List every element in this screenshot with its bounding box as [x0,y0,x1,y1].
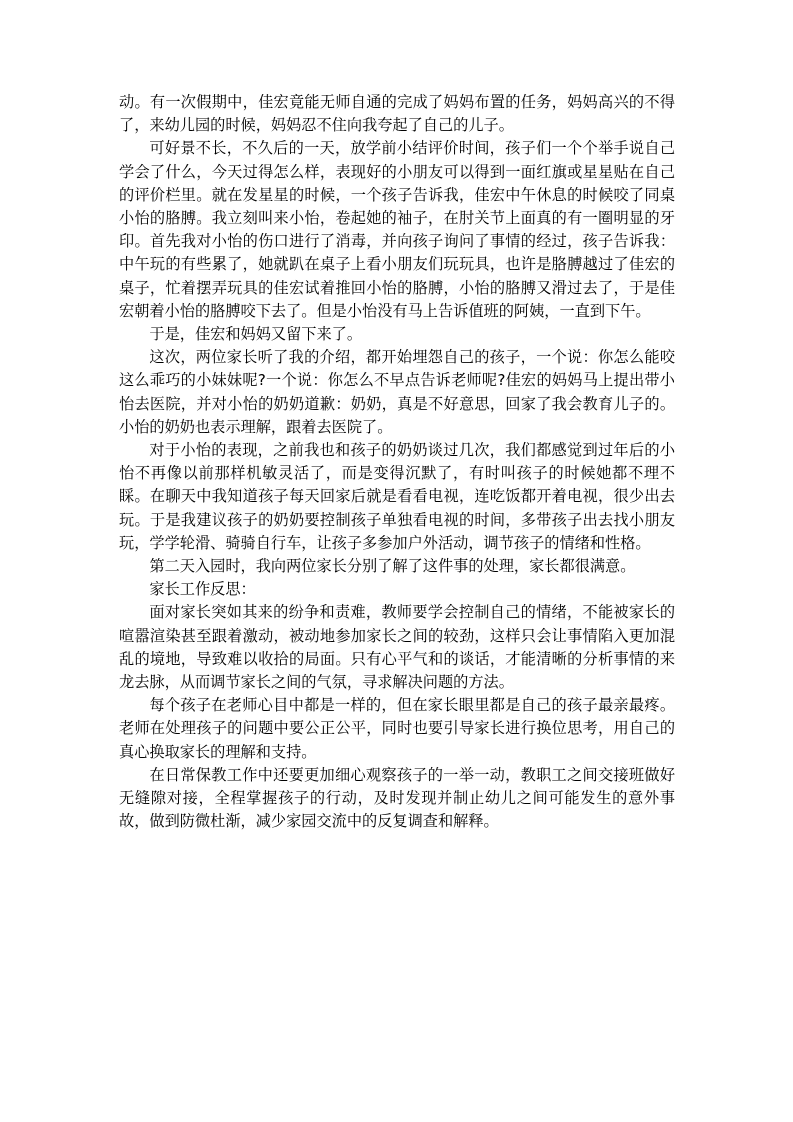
section-heading-reflection: 家长工作反思： [149,580,256,599]
paragraph-6: 第二天入园时，我向两位家长分别了解了这件事的处理，家长都很满意。 [149,557,636,576]
paragraph-1: 动。有一次假期中，佳宏竟能无师自通的完成了妈妈布置的任务，妈妈高兴的不得了，来幼儿园的时候，妈妈忍不住向我夸起了自己的儿子。 [119,93,675,135]
paragraph-2: 可好景不长，不久后的一天，放学前小结评价时间，孩子们一个个举手说自己学会了什么，今天过得怎么样，表现好的小朋友可以得到一面红旗或星星贴在自己的评价栏里。就在发星星的时候，一个孩子告诉我，佳宏中午休息的时候咬了同桌小怡的胳膊。我立刻叫来小怡，卷起她的袖子，在肘关节上面真的有一圈明显的牙印。首先我对小怡的伤口进行了消毒，并向孩子询问了事情的经过，孩子告诉我：中午玩的有些累了，她就趴在桌子上看小朋友们玩玩具，也许是胳膊越过了佳宏的桌子，忙着摆弄玩具的佳宏试着推回小怡的胳膊，小怡的胳膊又滑过去了，于是佳宏朝着小怡的胳膊咬下去了。但是小怡没有马上告诉值班的阿姨，一直到下午。 [119,139,675,320]
paragraph-10: 在日常保教工作中还要更加细心观察孩子的一举一动，教职工之间交接班做好无缝隙对接，全程掌握孩子的行动，及时发现并制止幼儿之间可能发生的意外事故，做到防微杜渐，减少家园交流中的反复调查和解释。 [119,765,675,831]
paragraph-3: 于是，佳宏和妈妈又留下来了。 [149,325,363,344]
paragraph-5: 对于小怡的表现，之前我也和孩子的奶奶谈过几次，我们都感觉到过年后的小怡不再像以前那样机敏灵活了，而是变得沉默了，有时叫孩子的时候她都不理不睬。在聊天中我知道孩子每天回家后就是看看电视，连吃饭都开着电视，很少出去玩。于是我建议孩子的奶奶要控制孩子单独看电视的时间，多带孩子出去找小朋友玩，学学轮滑、骑骑自行车，让孩子多参加户外活动，调节孩子的情绪和性格。 [119,441,675,552]
paragraph-9: 每个孩子在老师心目中都是一样的，但在家长眼里都是自己的孩子最亲最疼。老师在处理孩子的问题中要公正公平，同时也要引导家长进行换位思考，用自己的真心换取家长的理解和支持。 [119,696,675,761]
document-body [119,91,675,834]
paragraph-8: 面对家长突如其来的纷争和责难，教师要学会控制自己的情绪，不能被家长的喧嚣渲染甚至跟着激动，被动地参加家长之间的较劲，这样只会让事情陷入更加混乱的境地，导致难以收拾的局面。只有心平气和的谈话，才能清晰的分析事情的来龙去脉，从而调节家长之间的气氛，寻求解决问题的方法。 [119,603,675,692]
paragraph-4: 这次，两位家长听了我的介绍，都开始埋怨自己的孩子，一个说：你怎么能咬这么乖巧的小妹妹呢?一个说：你怎么不早点告诉老师呢?佳宏的妈妈马上提出带小怡去医院，并对小怡的奶奶道歉：奶奶，真是不好意思，回家了我会教育儿子的。小怡的奶奶也表示理解，跟着去医院了。 [119,348,675,436]
